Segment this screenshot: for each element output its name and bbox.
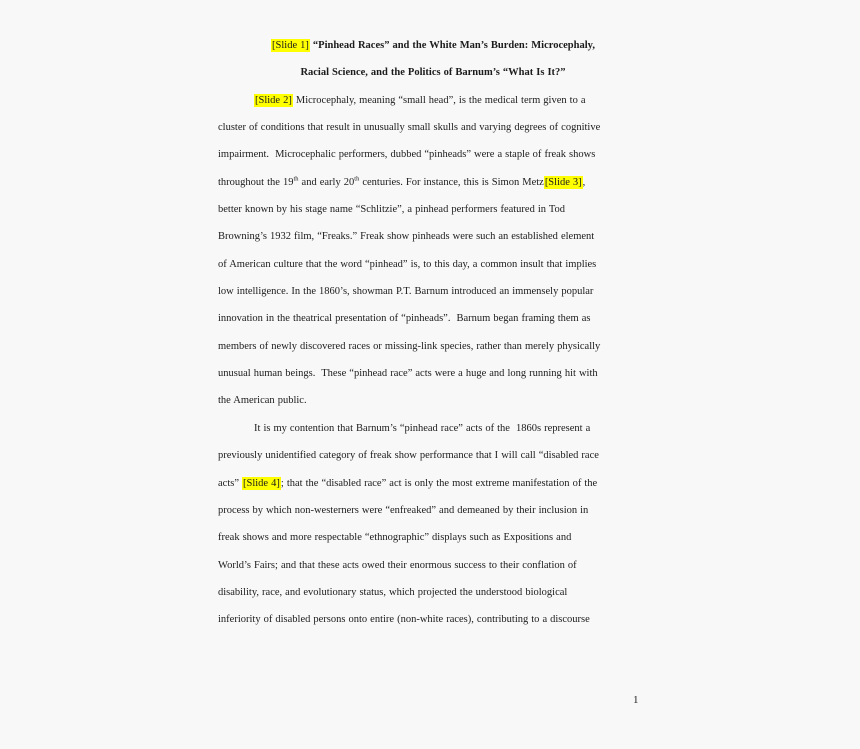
text-segment: of American culture that the word “pinhead” is, to this day, a common insult that implies [218, 258, 597, 270]
document-title-line [218, 59, 648, 86]
text-line [218, 387, 648, 414]
text-segment: impairment. Microcephalic performers, dubbed “pinheads” were a staple of freak shows [218, 149, 596, 161]
text-line [218, 415, 648, 442]
text-segment: , [582, 176, 586, 188]
text-segment: World’s Fairs; and that these acts owed their enormous success to their conflation of [218, 559, 577, 571]
text-segment: process by which non-westerners were “enfreaked” and demeaned by their inclusion in [218, 504, 589, 516]
text-segment: and early 20 [298, 176, 355, 188]
text-segment: It is my contention that Barnum’s “pinhead race” acts of the 1860s represent a [254, 422, 591, 434]
text-segment: innovation in the theatrical presentation of “pinheads”. Barnum began framing them as [218, 313, 591, 325]
text-line [218, 606, 648, 633]
text-segment: inferiority of disabled persons onto entire (non-white races), contributing to a discourse [218, 614, 590, 626]
text-segment: the American public. [218, 395, 307, 407]
text-line [218, 470, 648, 497]
text-segment: members of newly discovered races or missing-link species, rather than merely physically [218, 340, 601, 352]
text-segment: unusual human beings. These “pinhead race” acts were a huge and long running hit with [218, 368, 598, 380]
slide-marker-highlight: [Slide 4] [243, 477, 280, 489]
page-number: 1 [633, 694, 639, 706]
text-segment: ; that the “disabled race” act is only the most extreme manifestation of the [280, 477, 598, 489]
text-line [218, 169, 648, 196]
text-segment: Microcephaly, meaning “small head”, is the medical term given to a [292, 94, 586, 106]
text-segment: centuries. For instance, this is Simon Metz [359, 176, 544, 188]
text-line [218, 552, 648, 579]
superscript-ordinal: th [293, 175, 299, 183]
text-line [218, 305, 648, 332]
text-segment: low intelligence. In the 1860’s, showman P.T. Barnum introduced an immensely popular [218, 286, 594, 298]
text-segment: acts” [218, 477, 243, 489]
text-line [218, 278, 648, 305]
text-segment: previously unidentified category of freak show performance that I will call “disabled race [218, 450, 599, 462]
text-line [218, 333, 648, 360]
text-segment: freak shows and more respectable “ethnographic” displays such as Expositions and [218, 532, 572, 544]
text-segment: throughout the 19 [218, 176, 294, 188]
text-line [218, 497, 648, 524]
slide-marker-highlight: [Slide 2] [255, 94, 292, 106]
slide-marker-highlight: [Slide 1] [272, 40, 309, 51]
superscript-ordinal: th [354, 175, 360, 183]
text-segment: better known by his stage name “Schlitzie”, a pinhead performers featured in Tod [218, 204, 566, 216]
text-segment: “Pinhead Races” and the White Man’s Burden: Microcephaly, [309, 40, 595, 51]
text-line [218, 251, 648, 278]
text-segment: Browning’s 1932 film, “Freaks.” Freak show pinheads were such an established element [218, 231, 595, 243]
text-line [218, 87, 648, 114]
text-line [218, 141, 648, 168]
text-segment: cluster of conditions that result in unusually small skulls and varying degrees of cognitive [218, 122, 601, 134]
text-line [218, 442, 648, 469]
text-segment: disability, race, and evolutionary status, which projected the understood biological [218, 586, 568, 598]
text-line [218, 114, 648, 141]
text-line [218, 223, 648, 250]
text-line [218, 196, 648, 223]
document-title-line [218, 32, 648, 59]
text-line [218, 579, 648, 606]
text-line [218, 524, 648, 551]
slide-marker-highlight: [Slide 3] [544, 176, 582, 188]
document-lines [218, 32, 648, 634]
text-segment: Racial Science, and the Politics of Barnum’s “What Is It?” [300, 67, 566, 79]
text-line [218, 360, 648, 387]
